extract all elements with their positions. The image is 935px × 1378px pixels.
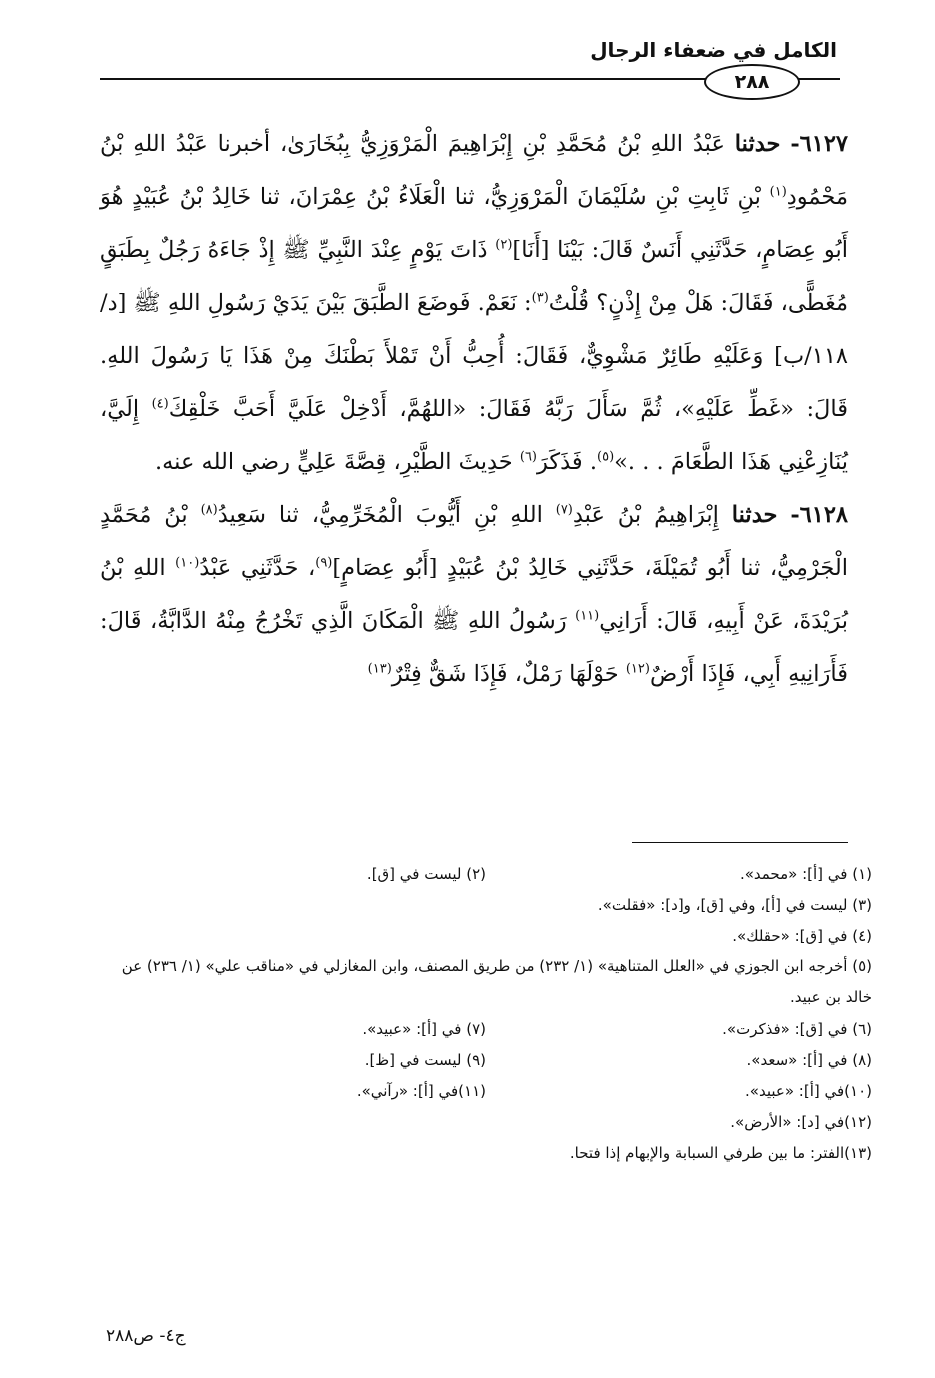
hadith-text: اللهِ بْنُ بُرَيْدَةَ، عَنْ أَبِيهِ، قَالَ: أَرَانِي: [100, 555, 849, 634]
footnote-row: [100, 1013, 872, 1044]
footnote-ref: (٣): [531, 290, 549, 306]
footnote-12: (١٢)في [د]: «الأرض».: [730, 1112, 872, 1131]
main-text: [100, 118, 848, 701]
footnote-ref: (١): [769, 184, 787, 200]
footnote-2: (٢) ليست في [ق].: [366, 864, 486, 883]
footnote-ref: (٤): [151, 396, 169, 412]
footnote-7: (٧) في [أ]: «عبيد».: [362, 1019, 486, 1038]
page-number-badge: [704, 64, 800, 100]
hadith-text: إِبْرَاهِيمُ بْنُ عَبْدِ: [572, 502, 719, 528]
footnote-ref: (١١): [575, 608, 600, 624]
hadith-text: حَوْلَهَا رَمْلٌ، فَإِذَا شَقٌّ فِتْرٌ: [391, 661, 619, 687]
footnote-row: [100, 1106, 872, 1137]
footnote-row: [100, 1075, 872, 1106]
hadith-6127: [100, 118, 848, 489]
footnote-row: [100, 1044, 872, 1075]
footnote-row: [100, 920, 872, 951]
hadith-number: ٦١٢٨-: [790, 502, 848, 528]
hadith-text: ، حَدَّثَنِي عَبْدُ: [199, 555, 316, 581]
hadith-text: بْنُ مُحَمَّدٍ الْجَرْمِيُّ، ثنا أَبُو تُمَيْلَةَ، حَدَّثَنِي خَالِدُ بْنُ عُبَيْدٍ [أَبُو عِصَامٍ]: [100, 502, 849, 581]
hadith-text: اللهِ بْنِ أَيُّوبَ الْمُخَرِّمِيُّ، ثنا سَعِيدُ: [217, 502, 543, 528]
hadith-text: عَبْدُ اللهِ بْنُ مُحَمَّدِ بْنِ إِبْرَاهِيمَ الْمَرْوَزِيُّ بِبُخَارَىٰ، أخبرنا عَبْدُ اللهِ بْنُ مَحْمُودِ: [100, 131, 848, 210]
footnote-ref: (٧): [555, 502, 573, 518]
footnote-10: (١٠)في [أ]: «عبيد».: [745, 1081, 872, 1100]
footnote-ref: (١٣): [367, 661, 392, 677]
footnote-9: (٩) ليست في [ظ].: [364, 1050, 486, 1069]
footnote-row: [100, 858, 872, 889]
footnotes: [100, 858, 872, 1168]
hadith-text: بْنِ ثَابِتِ بْنِ سُلَيْمَانَ الْمَرْوَزِيُّ، ثنا الْعَلَاءُ بْنُ عِمْرَانَ، ثنا خَالِدُ بْنُ عُبَيْدٍ هُوَ أَبُو عِصَامٍ، حَدَّثَنِي أَنَسٌ قَالَ: بَيْنَا [أَنَا]: [100, 184, 849, 263]
footnote-5: (٥) أخرجه ابن الجوزي في «العلل المتناهية» (١/ ٢٣٢) من طريق المصنف، وابن المغازلي في «مناقب علي» (١/ ٢٣٦) عن خالد بن عبيد.: [121, 957, 872, 1006]
footnote-6: (٦) في [ق]: «فذكرت».: [722, 1019, 872, 1038]
volume-page-footer: ج٤- ص٢٨٨: [106, 1326, 186, 1346]
running-title: الكامل في ضعفاء الرجال: [590, 38, 837, 62]
footnote-row: [100, 1137, 872, 1168]
hadith-text: . فَذَكَرَ: [537, 449, 597, 475]
footnote-13: (١٣)الفتر: ما بين طرفي السبابة والإبهام إذا فتحا.: [569, 1143, 872, 1162]
hadith-text: إِلَيَّ، يُنَازِعْنِي هَذَا الطَّعَامَ . . .»: [100, 396, 848, 475]
footnote-3: (٣) ليست في [أ]، وفي [ق]، و[د]: «فقلت».: [597, 895, 872, 914]
hadith-text: حَدِيثَ الطَّيْرِ، قِصَّةَ عَلِيٍّ رضي الله عنه.: [154, 449, 513, 475]
footnote-row: [100, 889, 872, 920]
footnote-1: (١) في [أ]: «محمد».: [739, 864, 872, 883]
page-number: ٢٨٨: [734, 71, 770, 93]
hadith-text: : نَعَمْ. فَوضَعَ الطَّبَقَ بَيْنَ يَدَيْ رَسُولِ اللهِ ﷺ [د/١١٨/ب] وَعَلَيْهِ طَائِرٌ مَشْوِيٌّ، فَقَالَ: أُحِبُّ أَنْ تَمْلأَ بَطْنَكَ مِنْ هَذَا يَا رَسُولَ اللهِ. قَالَ: «غَطِّ عَلَيْهِ»، ثُمَّ سَأَلَ رَبَّهُ فَقَالَ: «اللهُمَّ، أَدْخِلْ عَلَيَّ أَحَبَّ خَلْقِكَ: [100, 290, 848, 422]
footnote-ref: (٩): [315, 555, 333, 571]
hadith-number: ٦١٢٧-: [790, 131, 849, 157]
haddathana-keyword: حدثنا: [731, 502, 778, 528]
footnote-rule: [632, 842, 848, 843]
haddathana-keyword: حدثنا: [734, 131, 781, 157]
hadith-6128: [100, 489, 848, 701]
footnote-ref: (٢): [495, 237, 513, 253]
footnote-11: (١١)في [أ]: «رآني».: [356, 1081, 486, 1100]
footnote-ref: (١٢): [625, 661, 650, 677]
footnote-ref: (١٠): [175, 555, 200, 571]
footnote-8: (٨) في [أ]: «سعد».: [746, 1050, 872, 1069]
footnote-ref: (٦): [519, 449, 537, 465]
hadith-text: رَسُولُ اللهِ ﷺ الْمَكَانَ الَّذِي تَخْرُجُ مِنْهُ الدَّابَّةُ، قَالَ: فَأَرَانِيهِ أَبِي، فَإِذَا أَرْضٌ: [100, 608, 848, 687]
footnote-4: (٤) في [ق]: «حقلك».: [732, 926, 872, 945]
footnote-ref: (٥): [597, 449, 615, 465]
hadith-text: ذَاتَ يَوْمٍ عِنْدَ النَّبِيِّ ﷺ إِذْ جَاءَهُ رَجُلٌ بِطَبَقٍ مُغَطًّى، فَقَالَ: هَلْ مِنْ إِذْنٍ؟ قُلْتُ: [100, 237, 849, 316]
footnote-ref: (٨): [200, 502, 218, 518]
